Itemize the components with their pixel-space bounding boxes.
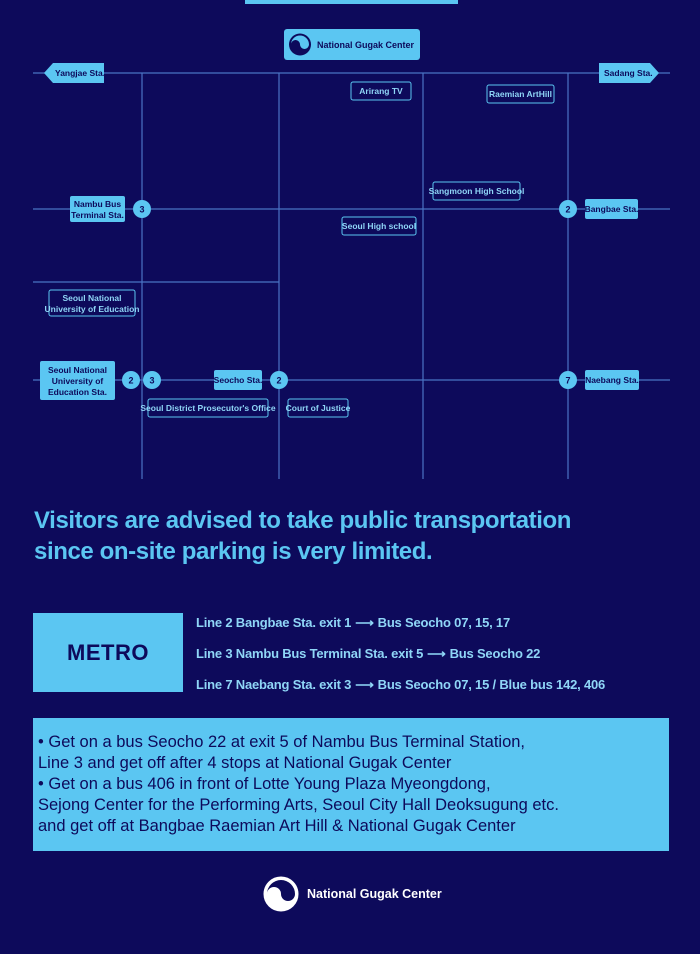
svg-text:3: 3 <box>149 375 155 386</box>
svg-text:2: 2 <box>128 375 134 386</box>
naebang-station-tag <box>585 370 639 390</box>
seocho-station-tag <box>214 370 263 390</box>
landmark-seoul-national-university-of-education <box>45 290 140 316</box>
snue-station-tag <box>40 361 115 400</box>
svg-text:Terminal Sta.: Terminal Sta. <box>71 210 124 220</box>
route-item: Line 7 Naebang Sta. exit 3 ⟶ Bus Seocho 07, 15 / Blue bus 142, 406 <box>196 677 606 692</box>
metro-route-list <box>196 610 676 703</box>
svg-text:Bangbae Sta.: Bangbae Sta. <box>584 204 639 214</box>
svg-text:Nambu Bus: Nambu Bus <box>73 199 122 209</box>
yangjae-station-tag <box>44 63 105 83</box>
landmark-court-of-justice <box>286 399 351 417</box>
svg-text:University of Education: University of Education <box>44 304 140 314</box>
footer-logo <box>263 876 442 912</box>
line-3-badge-nambu <box>133 200 151 218</box>
line-3-badge-snue <box>143 371 161 389</box>
direction-line: Sejong Center for the Performing Arts, Seoul City Hall Deoksugung etc. <box>38 796 559 814</box>
direction-line: • Get on a bus Seocho 22 at exit 5 of Nambu Bus Terminal Station, <box>38 733 525 751</box>
svg-text:Sadang Sta.: Sadang Sta. <box>604 68 653 78</box>
svg-text:Seoul District Prosecutor's Of: Seoul District Prosecutor's Office <box>140 403 276 413</box>
svg-text:Court of Justice: Court of Justice <box>285 403 351 413</box>
nambu-terminal-station-tag <box>70 196 125 222</box>
arrow-right-icon: ⟶ <box>427 646 446 661</box>
route-item: Line 2 Bangbae Sta. exit 1 ⟶ Bus Seocho 07, 15, 17 <box>196 615 510 630</box>
landmark-prosecutors-office <box>140 399 275 417</box>
svg-text:Naebang Sta.: Naebang Sta. <box>585 375 639 385</box>
route-item: Line 3 Nambu Bus Terminal Sta. exit 5 ⟶ Bus Seocho 22 <box>196 646 541 661</box>
svg-text:Sangmoon High School: Sangmoon High School <box>428 186 525 196</box>
svg-text:Education Sta.: Education Sta. <box>47 387 108 397</box>
arrow-right-icon: ⟶ <box>355 677 374 692</box>
svg-text:Raemian ArtHill: Raemian ArtHill <box>489 89 552 99</box>
bangbae-station-tag <box>585 199 639 219</box>
landmark-seoul-high-school <box>342 217 416 235</box>
svg-text:Seoul National: Seoul National <box>62 293 122 303</box>
line-2-badge-seocho <box>270 371 288 389</box>
svg-text:Seoul National: Seoul National <box>47 365 108 375</box>
line-2-badge-snue <box>122 371 140 389</box>
gugak-center-marker <box>284 29 420 60</box>
gugak-emblem-icon <box>263 876 299 912</box>
footer-logo-text: National Gugak Center <box>307 887 442 901</box>
arrow-right-icon: ⟶ <box>355 615 374 630</box>
svg-text:University of: University of <box>51 376 104 386</box>
line-2-badge-bangbae <box>559 200 577 218</box>
svg-text:Yangjae Sta.: Yangjae Sta. <box>55 68 106 78</box>
direction-line: and get off at Bangbae Raemian Art Hill & National Gugak Center <box>38 817 516 835</box>
landmark-raemian-arthill <box>487 85 554 103</box>
metro-label-box <box>33 613 183 692</box>
gugak-center-label: National Gugak Center <box>317 40 415 50</box>
direction-line: Line 3 and get off after 4 stops at National Gugak Center <box>38 754 452 772</box>
line-7-badge-naebang <box>559 371 577 389</box>
svg-text:2: 2 <box>276 375 282 386</box>
bus-directions-box <box>33 718 669 851</box>
headline-line-2: since on-site parking is very limited. <box>34 538 433 565</box>
parking-advisory-headline <box>34 505 674 567</box>
svg-text:Seocho Sta.: Seocho Sta. <box>213 375 263 385</box>
svg-text:Seoul High school: Seoul High school <box>341 221 417 231</box>
direction-line: • Get on a bus 406 in front of Lotte Young Plaza Myeongdong, <box>38 775 491 793</box>
svg-text:7: 7 <box>565 375 571 386</box>
landmark-sangmoon-high-school <box>429 182 525 200</box>
svg-text:2: 2 <box>565 204 571 215</box>
svg-text:Arirang TV: Arirang TV <box>359 86 403 96</box>
road-network <box>33 73 670 479</box>
landmark-arirang-tv <box>351 82 411 100</box>
sadang-station-tag <box>599 63 659 83</box>
headline-line-1: Visitors are advised to take public transportation <box>34 507 572 534</box>
metro-label: METRO <box>67 639 149 665</box>
svg-text:3: 3 <box>139 204 145 215</box>
